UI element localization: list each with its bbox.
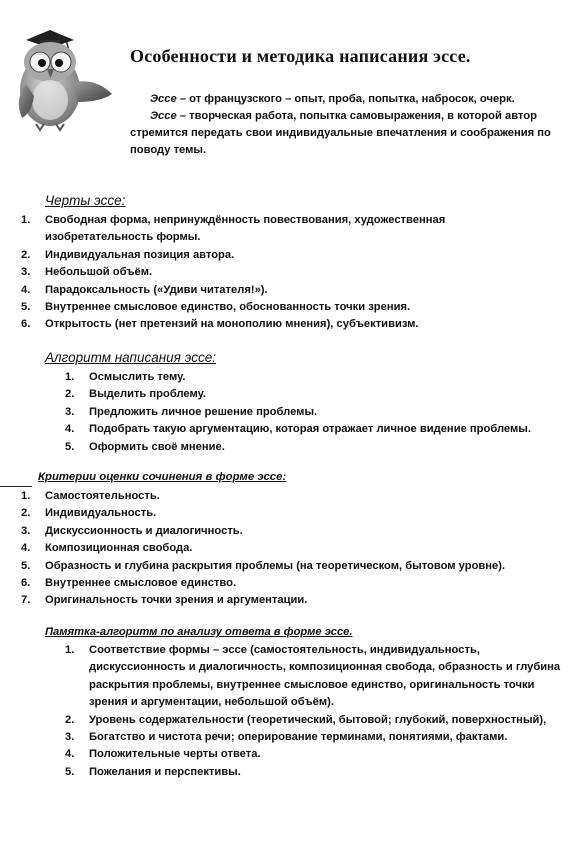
item-text: Богатство и чистота речи; оперирование терминами, понятиями, фактами. — [89, 731, 508, 744]
list-item — [21, 212, 525, 247]
list-item — [21, 247, 525, 264]
item-number: 1. — [21, 490, 31, 502]
list-item — [65, 642, 564, 712]
item-number: 5. — [21, 559, 31, 572]
item-text: Выделить проблему. — [89, 388, 206, 401]
definition-text: – от французского – опыт, проба, попытка, набросок, очерк. — [176, 93, 515, 105]
item-number: 5. — [65, 440, 75, 453]
item-number: 1. — [21, 214, 31, 226]
item-text: Соответствие формы – эссе (самостоятельность, индивидуальность, дискуссионность и диалогичность, композиционная свобода, образность и глубина раскрытия проблемы, внутреннее смысловое единство, оригинальность точки зрения и аргументации, небольшой объём). — [89, 644, 561, 709]
item-number: 2. — [21, 507, 31, 520]
item-text: Пожелания и перспективы. — [89, 765, 241, 778]
list-item — [65, 421, 579, 438]
list-item — [21, 540, 565, 557]
item-text: Индивидуальная позиция автора. — [45, 248, 235, 261]
item-text: Подобрать такую аргументацию, которая отражает личное видение проблемы. — [89, 423, 531, 436]
criteria-list — [21, 488, 565, 610]
page-title: Особенности и методика написания эссе. — [130, 46, 471, 66]
item-number: 5. — [21, 301, 31, 314]
list-item — [21, 523, 565, 540]
memo-list — [65, 642, 564, 781]
item-number: 2. — [65, 713, 75, 726]
item-number: 4. — [65, 748, 75, 761]
item-text: Открытость (нет претензий на монополию мнения), субъективизм. — [45, 318, 419, 331]
list-item — [65, 764, 564, 781]
algorithm-list — [65, 369, 579, 456]
item-number: 3. — [65, 731, 75, 744]
criteria-heading: Критерии оценки сочинения в форме эссе: — [38, 471, 287, 483]
list-item — [21, 299, 525, 316]
list-item — [65, 439, 579, 456]
term-esse: Эссе — [150, 110, 177, 122]
item-number: 4. — [21, 542, 31, 555]
item-text: Положительные черты ответа. — [89, 748, 261, 761]
list-item — [21, 488, 565, 505]
item-text: Небольшой объём. — [45, 266, 153, 279]
memo-heading: Памятка-алгоритм по анализу ответа в форме эссе. — [45, 626, 353, 638]
owl-scholar-illustration — [4, 22, 116, 134]
item-number: 5. — [65, 765, 75, 778]
item-number: 4. — [21, 283, 31, 296]
item-number: 6. — [21, 577, 31, 590]
divider-line — [0, 486, 32, 487]
item-text: Свободная форма, непринуждённость повествования, художественная изобретательность формы. — [45, 214, 446, 244]
item-number: 3. — [65, 405, 75, 418]
item-number: 1. — [65, 644, 75, 656]
item-text: Индивидуальность. — [45, 507, 157, 520]
item-number: 4. — [65, 423, 75, 436]
item-text: Оформить своё мнение. — [89, 440, 225, 453]
item-text: Образность и глубина раскрытия проблемы (на теоретическом, бытовом уровне). — [45, 559, 506, 572]
algorithm-heading: Алгоритм написания эссе: — [45, 350, 217, 365]
list-item — [21, 575, 565, 592]
item-number: 1. — [65, 371, 75, 383]
list-item — [65, 729, 564, 746]
item-text: Предложить личное решение проблемы. — [89, 405, 318, 418]
item-text: Внутреннее смысловое единство. — [45, 577, 237, 590]
features-heading: Черты эссе: — [45, 193, 126, 208]
item-text: Уровень содержательности (теоретический, бытовой; глубокий, поверхностный), — [89, 713, 547, 726]
definition-text: – творческая работа, попытка самовыражения, в которой автор стремится передать свои индивидуальные впечатления и соображения по поводу темы. — [130, 110, 551, 156]
item-number: 2. — [65, 388, 75, 401]
list-item — [21, 558, 565, 575]
list-item — [65, 712, 564, 729]
list-item — [65, 386, 579, 403]
term-esse: Эссе — [150, 93, 177, 105]
item-text: Композиционная свобода. — [45, 542, 193, 555]
definition-origin — [130, 91, 578, 108]
item-text: Оригинальность точки зрения и аргументации. — [45, 594, 308, 607]
list-item — [21, 316, 525, 333]
item-text: Осмыслить тему. — [89, 371, 186, 383]
list-item — [21, 264, 525, 281]
definition-creative — [130, 108, 578, 159]
item-number: 7. — [21, 594, 31, 607]
list-item — [65, 746, 564, 763]
list-item — [21, 282, 525, 299]
item-text: Самостоятельность. — [45, 490, 160, 502]
list-item — [21, 592, 565, 609]
intro-definitions — [130, 91, 578, 159]
item-text: Дискуссионность и диалогичность. — [45, 524, 243, 537]
list-item — [65, 369, 579, 386]
list-item — [21, 505, 565, 522]
item-number: 3. — [21, 266, 31, 279]
features-list — [21, 212, 525, 334]
item-text: Парадоксальность («Удиви читателя!»). — [45, 283, 268, 296]
item-number: 2. — [21, 248, 31, 261]
item-number: 6. — [21, 318, 31, 331]
item-number: 3. — [21, 524, 31, 537]
list-item — [65, 404, 579, 421]
item-text: Внутреннее смысловое единство, обоснованность точки зрения. — [45, 301, 411, 314]
